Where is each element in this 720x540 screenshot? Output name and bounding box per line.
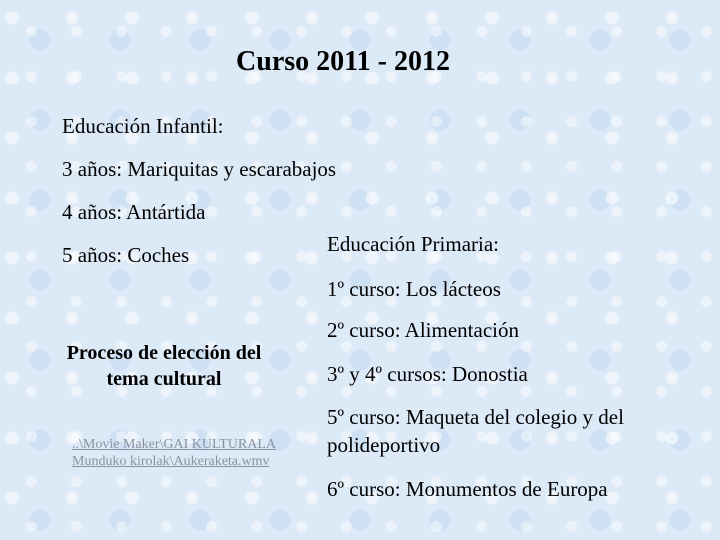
primaria-item: 3º y 4º cursos: Donostia [327,362,528,386]
infantil-heading: Educación Infantil: [62,114,224,138]
video-link[interactable]: ..\Movie Maker\GAI KULTURALA Munduko kirolak\Aukeraketa.wmv [72,437,277,469]
infantil-item: 3 años: Mariquitas y escarabajos [62,157,337,181]
slide-title: Curso 2011 - 2012 [236,46,450,77]
primaria-heading: Educación Primaria: [327,232,500,256]
primaria-item: 5º curso: Maqueta del colegio y del polideportivo [327,405,624,457]
infantil-item: 5 años: Coches [62,243,190,267]
primaria-item: 2º curso: Alimentación [327,318,519,342]
process-label: Proceso de elección del tema cultural [66,342,262,390]
primaria-item: 6º curso: Monumentos de Europa [327,477,608,501]
infantil-item: 4 años: Antártida [62,200,206,224]
primaria-item: 1º curso: Los lácteos [327,277,501,301]
